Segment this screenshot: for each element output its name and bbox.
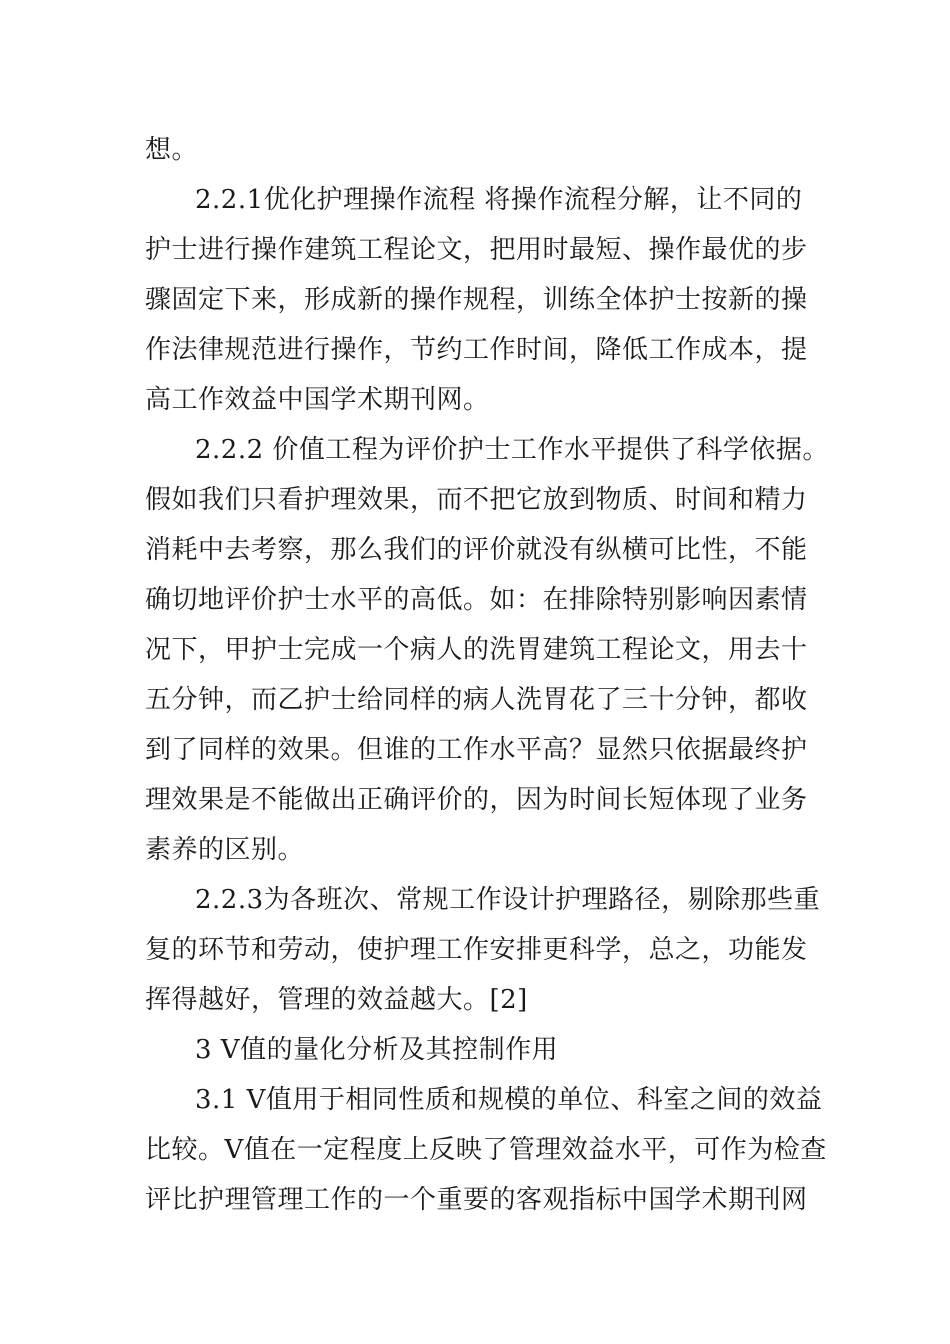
text-line: 素养的区别。 bbox=[145, 835, 305, 865]
text-line: 况下，甲护士完成一个病人的洗胃建筑工程论文，用去十 bbox=[145, 635, 808, 665]
text-line: 评比护理管理工作的一个重要的客观指标中国学术期刊网 bbox=[145, 1185, 808, 1215]
text-line: 消耗中去考察，那么我们的评价就没有纵横可比性，不能 bbox=[145, 535, 808, 565]
text-line: 到了同样的效果。但谁的工作水平高？显然只依据最终护 bbox=[145, 735, 808, 765]
text-line: 高工作效益中国学术期刊网。 bbox=[145, 385, 490, 415]
text-line: 2.2.3为各班次、常规工作设计护理路径，剔除那些重 bbox=[195, 885, 821, 915]
text-line: 复的环节和劳动，使护理工作安排更科学，总之，功能发 bbox=[145, 935, 808, 965]
text-line: 比较。V值在一定程度上反映了管理效益水平，可作为检查 bbox=[145, 1135, 827, 1165]
text-line: 作法律规范进行操作，节约工作时间，降低工作成本，提 bbox=[145, 335, 808, 365]
text-line: 2.2.1优化护理操作流程 将操作流程分解，让不同的 bbox=[195, 185, 803, 215]
text-line: 骤固定下来，形成新的操作规程，训练全体护士按新的操 bbox=[145, 285, 808, 315]
text-line: 护士进行操作建筑工程论文，把用时最短、操作最优的步 bbox=[145, 235, 808, 265]
text-line: 确切地评价护士水平的高低。如：在排除特别影响因素情 bbox=[145, 585, 808, 615]
text-line: 3.1 V值用于相同性质和规模的单位、科室之间的效益 bbox=[195, 1085, 823, 1115]
text-line: 挥得越好，管理的效益越大。[2] bbox=[145, 985, 528, 1015]
text-line: 五分钟，而乙护士给同样的病人洗胃花了三十分钟，都收 bbox=[145, 685, 808, 715]
text-line: 2.2.2 价值工程为评价护士工作水平提供了科学依据。 bbox=[195, 435, 829, 465]
text-line: 假如我们只看护理效果，而不把它放到物质、时间和精力 bbox=[145, 485, 808, 515]
text-line: 想。 bbox=[145, 135, 199, 165]
section-heading: 3 V值的量化分析及其控制作用 bbox=[195, 1035, 559, 1065]
text-line: 理效果是不能做出正确评价的，因为时间长短体现了业务 bbox=[145, 785, 808, 815]
